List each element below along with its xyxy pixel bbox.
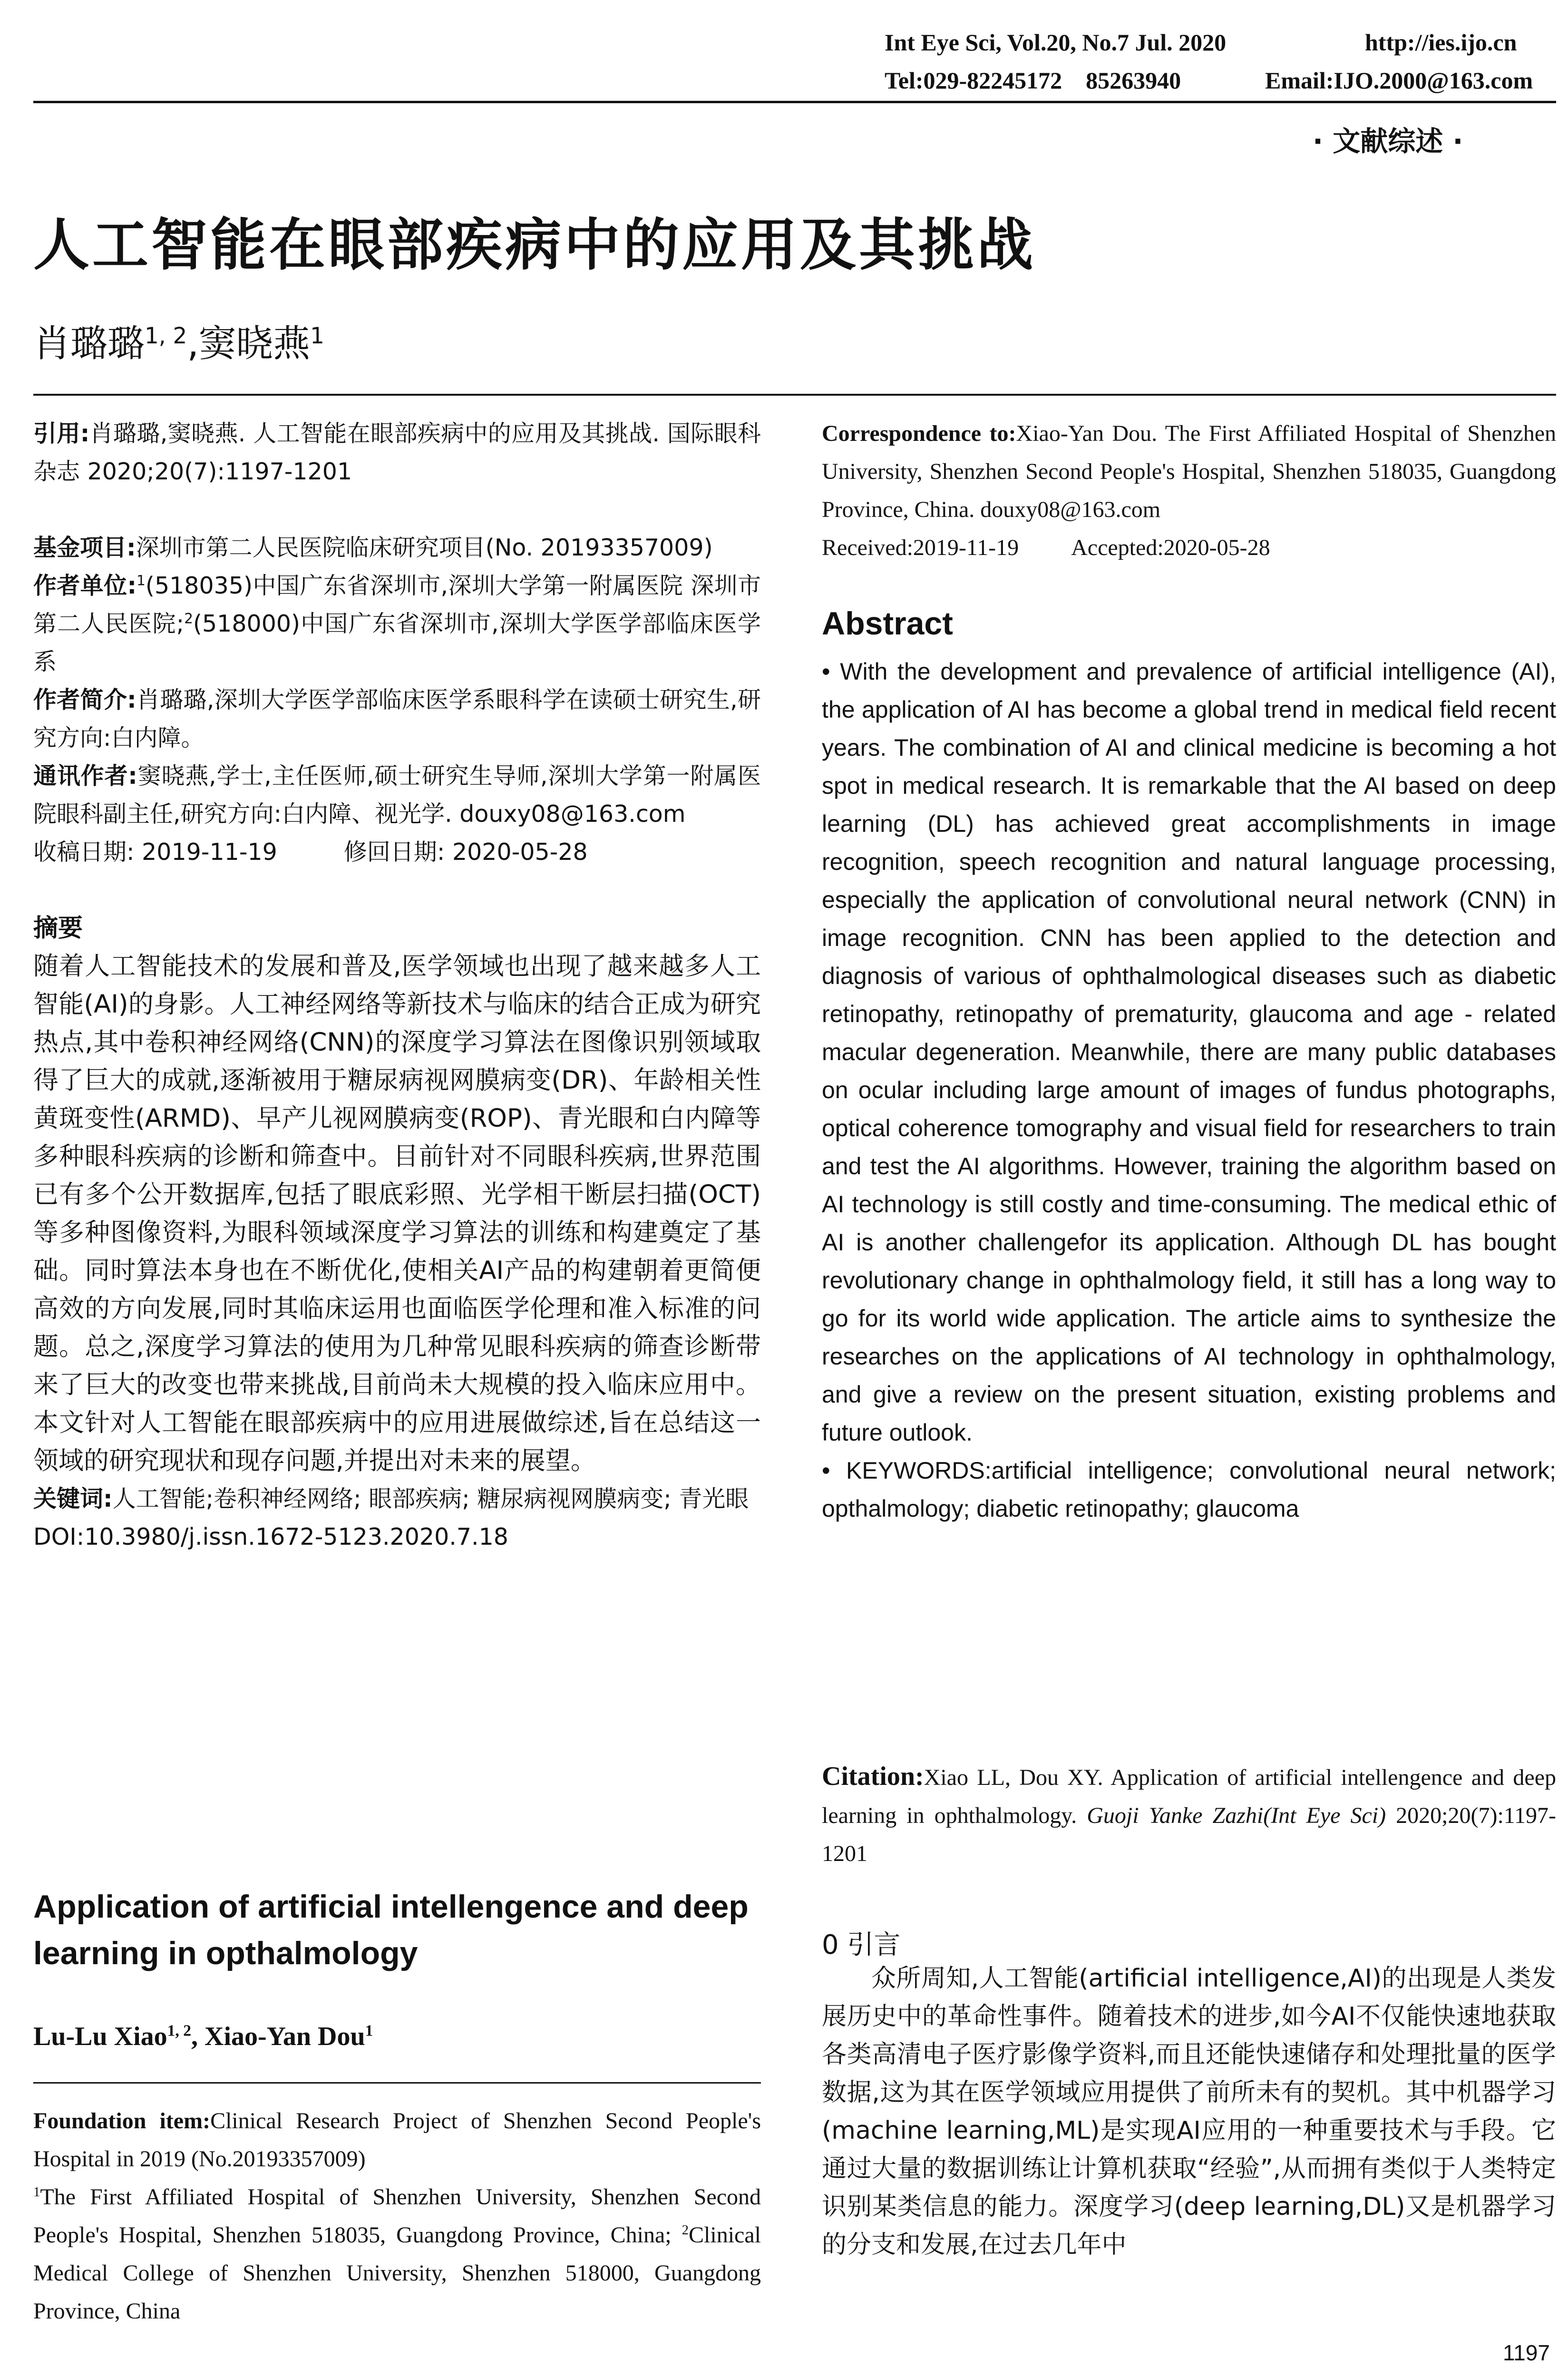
recv-zh-label: 收稿日期: xyxy=(33,838,135,866)
unit-zh-part2: (518000)中国广东省深圳市,深圳大学医学部临床医学系 xyxy=(33,610,761,675)
author-zh-1: 肖璐璐 xyxy=(33,322,145,365)
intro-text: 众所周知,人工智能(artificial intelligence,AI)的出现是人类发展历史中的革命性事件。随着技术的进步,如今AI不仅能快速地获取各类高清电子医疗影像学资料,而且还能快速储存和处理批量的医学数据,这为其在医学领域应用提供了前所未有的契机。其中机器学习(machine learning,ML)是实现AI应用的一种重要技术与手段。它通过大量的数据训练让计算机获取“经验”,从而拥有类似于人类特定识别某类信息的能力。深度学习(deep learning,DL)又是机器学习的分支和发展,在过去几年中 xyxy=(822,1964,1556,2259)
page-title: 人工智能在眼部疾病中的应用及其挑战 xyxy=(33,212,1036,278)
en-author-1-sup: 1, 2 xyxy=(167,2022,192,2040)
abstract-zh-heading: 摘要 xyxy=(33,914,83,943)
unit-zh xyxy=(33,567,761,681)
email-line[interactable]: Email:IJO.2000@163.com xyxy=(1265,67,1533,94)
fund-zh xyxy=(33,529,761,567)
author-zh-2-sup: 1 xyxy=(310,323,324,349)
correspondence-text: Xiao-Yan Dou. The First Affiliated Hospital of Shenzhen University, Shenzhen Second People's Hospital, Shenzhen 518035, Guangdong Province, China. douxy08@163.com xyxy=(822,421,1556,522)
aff-sup1: 1 xyxy=(33,2184,40,2200)
rev-zh-label: 修回日期: xyxy=(343,838,445,866)
citation-zh-text: 肖璐璐,窦晓燕. 人工智能在眼部疾病中的应用及其挑战. 国际眼科杂志 2020;20(7):1197-1201 xyxy=(33,420,761,485)
citation-en-journal: Guoji Yanke Zazhi(Int Eye Sci) xyxy=(1087,1803,1386,1828)
keywords-en xyxy=(822,1452,1556,1528)
abstract-en xyxy=(822,653,1556,1528)
citation-en-pre: Xiao LL, Dou XY. Application of artificial intellengence and deep learning in ophthalmology. xyxy=(822,1765,1556,1828)
doi[interactable]: DOI:10.3980/j.issn.1672-5123.2020.7.18 xyxy=(33,1523,508,1550)
en-author-2-sup: 1 xyxy=(365,2022,373,2040)
left-column xyxy=(33,415,761,1556)
citation-zh-label: 引用: xyxy=(33,420,90,447)
citation-en-label: Citation: xyxy=(822,1762,924,1791)
keywords-zh-text: 人工智能;卷积神经网络; 眼部疾病; 糖尿病视网膜病变; 青光眼 xyxy=(112,1485,749,1512)
unit-zh-sup1: 1 xyxy=(136,572,146,589)
foundation-block xyxy=(33,2102,761,2330)
page-number: 1197 xyxy=(1503,2340,1550,2365)
journal-url[interactable]: http://ies.ijo.cn xyxy=(1365,29,1517,56)
abstract-zh-text: 随着人工智能技术的发展和普及,医学领域也出现了越来越多人工智能(AI)的身影。人工神经网络等新技术与临床的结合正成为研究热点,其中卷积神经网络(CNN)的深度学习算法在图像识别领域取得了巨大的成就,逐渐被用于糖尿病视网膜病变(DR)、年龄相关性黄斑变性(ARMD)、早产儿视网膜病变(ROP)、青光眼和白内障等多种眼科疾病的诊断和筛查中。目前针对不同眼科疾病,世界范围已有多个公开数据库,包括了眼底彩照、光学相干断层扫描(OCT)等多种图像资料,为眼科领域深度学习算法的训练和构建奠定了基础。同时算法本身也在不断优化,使相关AI产品的构建朝着更简便高效的方向发展,同时其临床运用也面临医学伦理和准入标准的问题。总之,深度学习算法的使用为几种常见眼科疾病的筛查诊断带来了巨大的改变也带来挑战,目前尚未大规模的投入临床应用中。本文针对人工智能在眼部疾病中的应用进展做综述,旨在总结这一领域的研究现状和现存问题,并提出对未来的展望。 xyxy=(33,952,761,1475)
keywords-zh-label: 关键词: xyxy=(33,1485,113,1512)
accepted: Accepted:2020-05-28 xyxy=(1071,535,1270,560)
english-authors: Lu-Lu Xiao$^{1, 2}$, Xiao-Yan Dou$^1$ xyxy=(33,2022,373,2051)
dates-zh xyxy=(33,833,761,871)
keywords-en-label: • KEYWORDS: xyxy=(822,1457,992,1484)
unit-zh-sup2: 2 xyxy=(184,610,193,627)
foundation-label: Foundation item: xyxy=(33,2108,211,2133)
bio-zh xyxy=(33,681,761,757)
author-rule xyxy=(33,2082,761,2084)
keywords-en-text: artificial intelligence; convolutional neural network; opthalmology; diabetic retinopathy; glaucoma xyxy=(822,1457,1556,1522)
correspondence xyxy=(822,415,1556,529)
aff-part1: The First Affiliated Hospital of Shenzhen University, Shenzhen Second People's Hospital, Shenzhen 518035, Guangdong Province, China; xyxy=(33,2184,761,2248)
fund-zh-text: 深圳市第二人民医院临床研究项目(No. 20193357009) xyxy=(136,534,713,561)
authors-zh xyxy=(33,314,324,367)
en-author-1: Lu-Lu Xiao xyxy=(33,2022,167,2051)
received-accepted xyxy=(822,529,1556,567)
right-top xyxy=(822,415,1556,567)
citation-en-post: 2020;20(7):1197-1201 xyxy=(822,1803,1556,1866)
english-title: Application of artificial intellengence and deep learning in opthalmology xyxy=(33,1889,749,1971)
rev-zh-date: 2020-05-28 xyxy=(452,838,588,866)
header-rule xyxy=(33,101,1556,103)
bio-zh-label: 作者简介: xyxy=(33,686,136,713)
en-author-2: Xiao-Yan Dou xyxy=(205,2022,365,2051)
author-zh-2: 窦晓燕 xyxy=(199,322,311,365)
received: Received:2019-11-19 xyxy=(822,535,1019,560)
citation-en-block xyxy=(822,1757,1556,1873)
aff-part2: Clinical Medical College of Shenzhen University, Shenzhen 518000, Guangdong Province, China xyxy=(33,2222,761,2324)
abstract-en-text: • With the development and prevalence of artificial intelligence (AI), the application of AI has become a global trend in medical field recent years. The combination of AI and clinical medicine is becoming a hot spot in medical research. It is remarkable that the AI based on deep learning (DL) has achieved great accomplishments in image recognition, speech recognition and natural language processing, especially the application of convolutional neural network (CNN) in image recognition. CNN has been applied to the detection and diagnosis of various of ophthalmological diseases such as diabetic retinopathy, retinopathy of prematurity, glaucoma and age - related macular degeneration. Meanwhile, there are many public databases on ocular including large amount of images of fundus photographs, optical coherence tomography and visual field for researchers to train and test the AI algorithms. However, training the algorithm based on AI technology is still costly and time-consuming. The medical ethic of AI is another challengefor its application. Although DL has bought revolutionary change in ophthalmology field, it still has a long way to go for its world wide application. The article aims to synthesize the researches on the applications of AI technology in ophthalmology, and give a review on the present situation, existing problems and future outlook. xyxy=(822,658,1556,1446)
correspondence-label: Correspondence to: xyxy=(822,421,1016,446)
foundation-text: Clinical Research Project of Shenzhen Second People's Hospital in 2019 (No.20193357009) xyxy=(33,2108,761,2172)
author-zh-1-sup: 1, 2 xyxy=(145,323,187,349)
author-zh-sep: , xyxy=(187,322,199,365)
unit-zh-label: 作者单位: xyxy=(33,572,137,599)
fund-zh-label: 基金项目: xyxy=(33,534,136,561)
recv-zh-date: 2019-11-19 xyxy=(142,838,277,866)
foundation-item xyxy=(33,2102,761,2178)
tel-line: Tel:029-82245172 85263940 xyxy=(885,67,1181,94)
journal-line: Int Eye Sci, Vol.20, No.7 Jul. 2020 xyxy=(885,29,1227,56)
aff-sup2: 2 xyxy=(682,2222,689,2238)
affiliations xyxy=(33,2178,761,2330)
title-rule xyxy=(33,394,1556,396)
citation-zh xyxy=(33,415,761,491)
corr-zh-label: 通讯作者: xyxy=(33,762,137,789)
intro-heading: 0 引言 xyxy=(822,1929,901,1960)
section-tag: · 文献综述 · xyxy=(1313,125,1463,157)
bio-zh-text: 肖璐璐,深圳大学医学部临床医学系眼科学在读硕士研究生,研究方向:白内障。 xyxy=(33,686,761,751)
citation-en xyxy=(822,1757,1556,1873)
keywords-zh xyxy=(33,1480,761,1518)
unit-zh-part1: (518035)中国广东省深圳市,深圳大学第一附属医院 深圳市第二人民医院; xyxy=(33,572,761,637)
corr-zh-text: 窦晓燕,学士,主任医师,硕士研究生导师,深圳大学第一附属医院眼科副主任,研究方向:白内障、视光学. douxy08@163.com xyxy=(33,762,761,828)
abstract-en-heading: Abstract xyxy=(822,605,953,642)
corr-zh xyxy=(33,757,761,833)
